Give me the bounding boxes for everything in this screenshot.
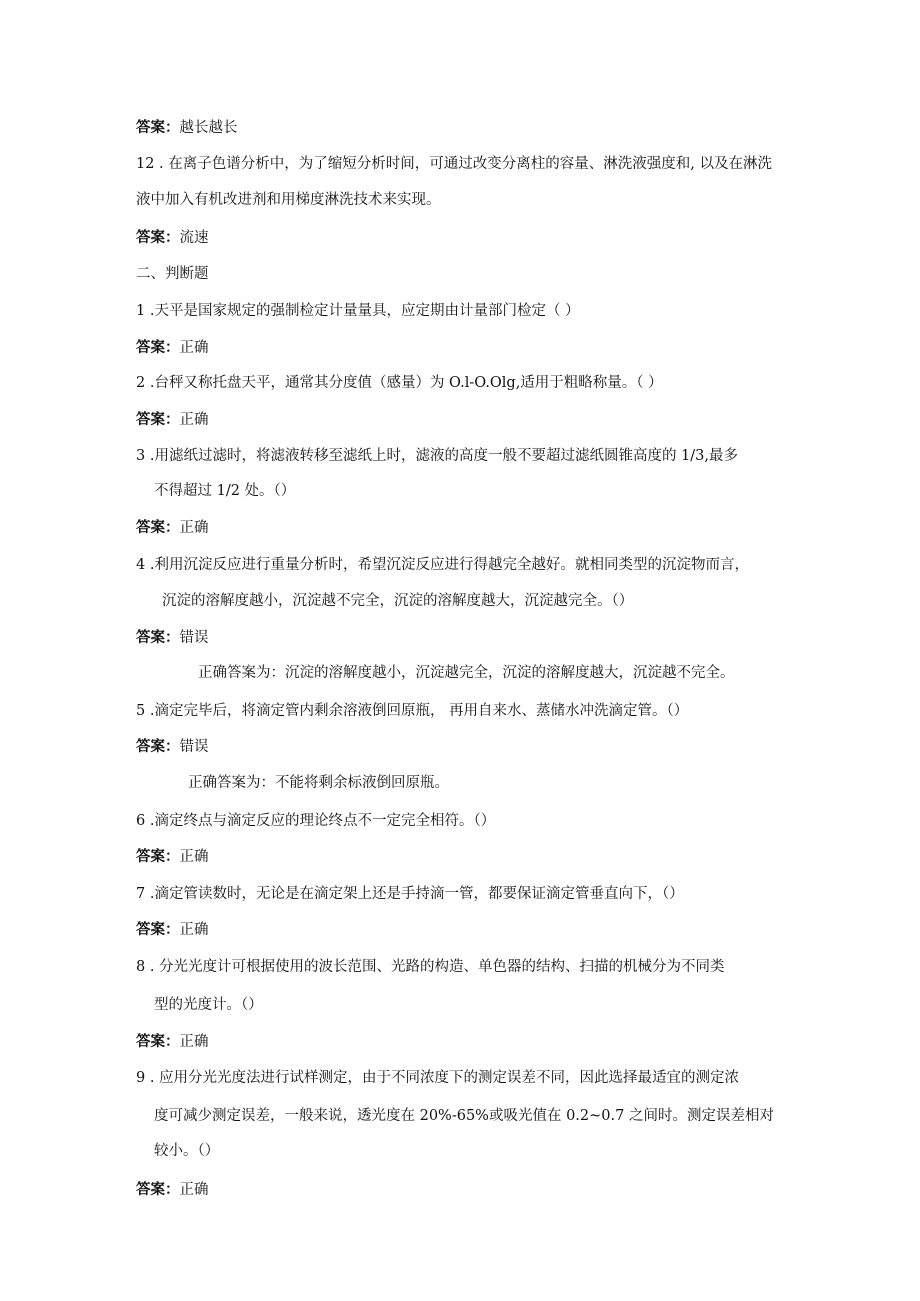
question-12-line-1: 12 . 在离子色谱分析中，为了缩短分析时间，可通过改变分离柱的容量、淋洗液强度和, 以及在淋洗 (136, 156, 772, 172)
judge-answer-4-note: 正确答案为：沉淀的溶解度越小，沉淀越完全，沉淀的溶解度越大，沉淀越不完全。 (198, 665, 735, 681)
answer-label: 答案： (136, 411, 180, 428)
answer-label: 答案： (136, 921, 180, 938)
judge-question-9-line-1: 9 . 应用分光光度法进行试样测定，由于不同浓度下的测定误差不同，因此选择最适宜的测定浓 (136, 1070, 740, 1086)
answer-label: 答案： (136, 119, 180, 136)
answer-12 (136, 228, 209, 248)
answer-text: 正确 (179, 412, 209, 428)
answer-text: 错误 (179, 739, 209, 755)
answer-text: 流速 (179, 230, 209, 246)
judge-answer-8 (136, 1032, 209, 1052)
answer-label: 答案： (136, 1181, 180, 1198)
answer-label: 答案： (136, 229, 180, 246)
answer-label: 答案： (136, 1033, 180, 1050)
judge-answer-9 (136, 1180, 209, 1200)
answer-label: 答案： (136, 848, 180, 865)
answer-label: 答案： (136, 738, 180, 755)
judge-answer-3 (136, 518, 209, 538)
judge-question-2: 2 .台秤又称托盘天平，通常其分度值（感量）为 O.l-O.Olg,适用于粗略称量。（ ） (136, 375, 663, 391)
answer-label: 答案： (136, 629, 180, 646)
answer-text: 正确 (179, 1182, 209, 1198)
judge-answer-6 (136, 847, 209, 867)
judge-question-1: 1 .天平是国家规定的强制检定计量量具，应定期由计量部门检定（ ） (136, 303, 580, 319)
judge-question-5: 5 .滴定完毕后，将滴定管内剩余溶液倒回原瓶， 再用自来水、蒸储水冲洗滴定管。（） (136, 703, 689, 719)
judge-question-9-line-2: 度可减少测定误差，一般来说，透光度在 20%-65%或吸光值在 0.2~0.7 之间时。测定误差相对 (154, 1108, 774, 1124)
answer-text: 正确 (179, 520, 209, 536)
section-heading: 二、判断题 (136, 266, 209, 282)
judge-question-3-line-1: 3 .用滤纸过滤时，将滤液转移至滤纸上时，滤液的高度一般不要超过滤纸圆锥高度的 1/3,最多 (136, 448, 738, 464)
judge-answer-4 (136, 628, 209, 648)
judge-question-8-line-2: 型的光度计。（） (154, 997, 263, 1013)
judge-answer-2 (136, 410, 209, 430)
judge-question-4-line-1: 4 .利用沉淀反应进行重量分析时，希望沉淀反应进行得越完全越好。就相同类型的沉淀物而言， (136, 557, 749, 573)
judge-answer-7 (136, 920, 209, 940)
judge-question-9-line-3: 较小。（） (154, 1143, 220, 1159)
answer-text: 正确 (179, 922, 209, 938)
answer-text: 错误 (179, 630, 209, 646)
judge-question-7: 7 .滴定管读数时，无论是在滴定架上还是手持滴一管，都要保证滴定管垂直向下，（） (136, 886, 684, 902)
answer-text: 越长越长 (179, 120, 238, 136)
judge-answer-5-note: 正确答案为：不能将剩余标液倒回原瓶。 (188, 775, 449, 791)
judge-answer-5 (136, 737, 209, 757)
question-12-line-2: 液中加入有机改进剂和用梯度淋洗技术来实现。 (136, 192, 441, 208)
answer-text: 正确 (179, 1034, 209, 1050)
judge-question-8-line-1: 8 . 分光光度计可根据使用的波长范围、光路的构造、单色器的结构、扫描的机械分为不同类 (136, 959, 725, 975)
answer-text: 正确 (179, 340, 209, 356)
judge-question-6: 6 .滴定终点与滴定反应的理论终点不一定完全相符。（） (136, 813, 496, 829)
answer-label: 答案： (136, 339, 180, 356)
judge-question-4-line-2: 沉淀的溶解度越小，沉淀越不完全，沉淀的溶解度越大，沉淀越完全。（） (162, 593, 634, 609)
answer-text: 正确 (179, 849, 209, 865)
answer-11 (136, 118, 238, 138)
answer-label: 答案： (136, 519, 180, 536)
judge-question-3-line-2: 不得超过 1/2 处。（） (154, 483, 296, 499)
judge-answer-1 (136, 338, 209, 358)
